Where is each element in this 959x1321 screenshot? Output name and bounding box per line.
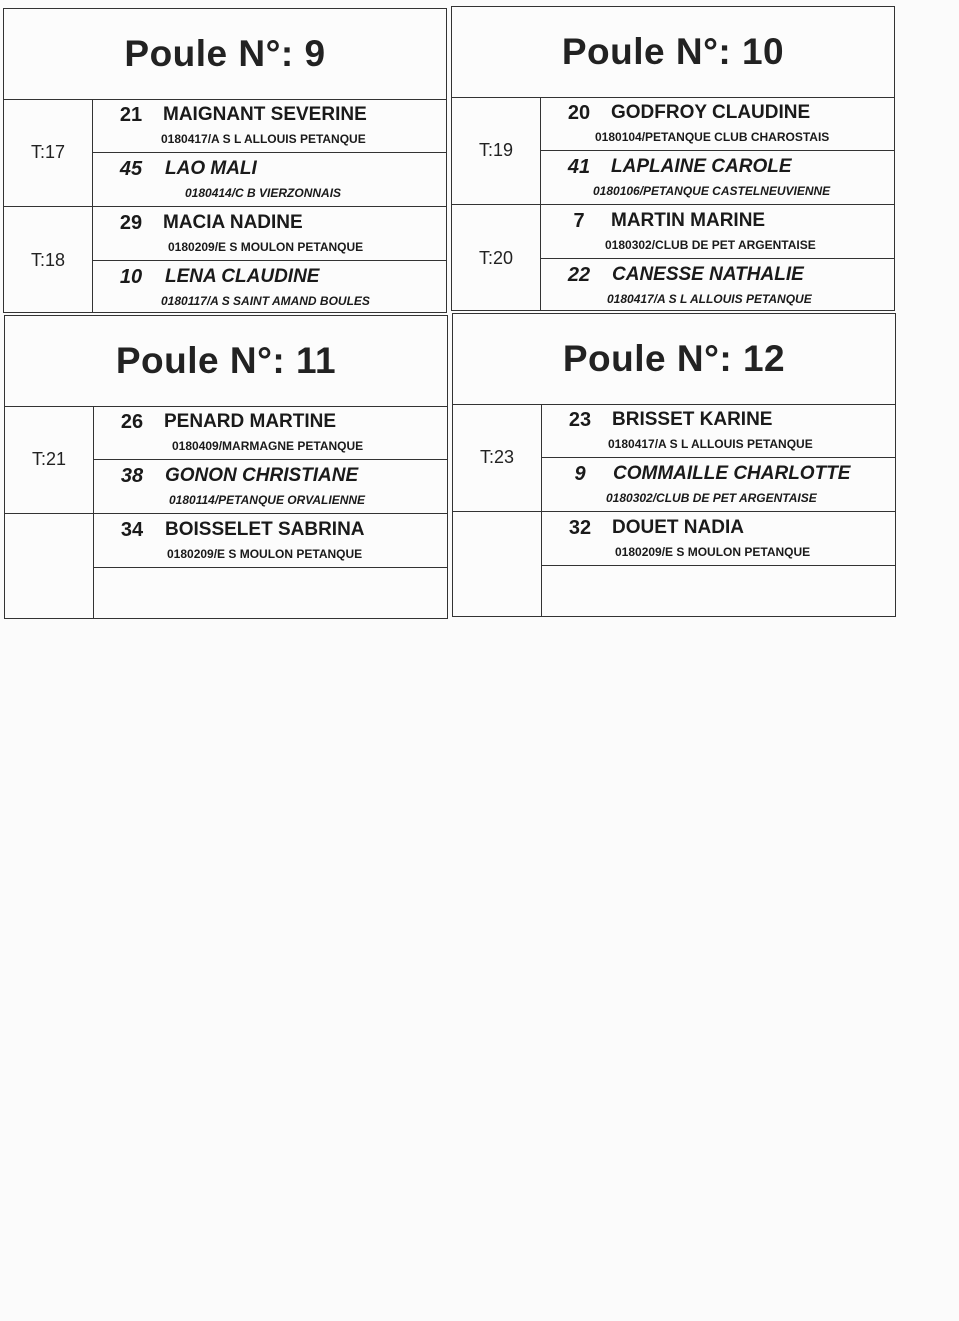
player-number: 38 xyxy=(120,465,144,487)
table-label: T:17 xyxy=(30,142,66,162)
poule-title: Poule N°: 10 xyxy=(452,7,894,98)
player-row xyxy=(542,565,895,618)
table-label: T:21 xyxy=(31,449,67,469)
table-group xyxy=(453,511,895,619)
player-club: 0180417/A S L ALLOUIS PETANQUE xyxy=(608,437,813,451)
player-club: 0180117/A S SAINT AMAND BOULES xyxy=(161,294,370,308)
table-group xyxy=(4,99,446,206)
player-row xyxy=(93,260,446,313)
player-name: CANESSE NATHALIE xyxy=(612,264,804,285)
player-number: 29 xyxy=(119,212,143,234)
poule-box-12 xyxy=(452,313,896,617)
player-club: 0180106/PETANQUE CASTELNEUVIENNE xyxy=(593,184,831,198)
table-group xyxy=(5,406,447,513)
player-row xyxy=(93,152,446,205)
table-label xyxy=(5,514,93,621)
player-name: MARTIN MARINE xyxy=(611,210,766,231)
player-name: GONON CHRISTIANE xyxy=(165,465,359,486)
player-name: GODFROY CLAUDINE xyxy=(611,102,811,123)
player-row xyxy=(542,512,895,565)
player-row xyxy=(541,97,894,150)
player-name: LENA CLAUDINE xyxy=(165,266,320,287)
player-name: BRISSET KARINE xyxy=(612,409,773,430)
player-number: 22 xyxy=(567,264,591,286)
player-number: 20 xyxy=(567,102,591,124)
player-number: 32 xyxy=(568,517,592,539)
player-row xyxy=(94,406,447,459)
player-row xyxy=(93,99,446,152)
player-row xyxy=(93,207,446,260)
table-label: T:19 xyxy=(478,140,514,160)
table-group xyxy=(5,513,447,621)
poule-title: Poule N°: 9 xyxy=(4,9,446,100)
player-club: 0180104/PETANQUE CLUB CHAROSTAIS xyxy=(595,130,830,144)
player-club: 0180209/E S MOULON PETANQUE xyxy=(168,240,364,254)
table-label: T:20 xyxy=(478,248,514,268)
player-row xyxy=(541,150,894,203)
poule-box-11 xyxy=(4,315,448,619)
table-label: T:23 xyxy=(479,447,515,467)
player-row xyxy=(541,205,894,258)
player-club: 0180209/E S MOULON PETANQUE xyxy=(615,545,811,559)
table-label xyxy=(453,512,541,619)
player-number: 41 xyxy=(567,156,591,178)
player-row xyxy=(542,404,895,457)
player-name: PENARD MARTINE xyxy=(164,411,337,432)
player-row xyxy=(94,459,447,512)
player-name: COMMAILLE CHARLOTTE xyxy=(613,463,851,484)
player-name: MAIGNANT SEVERINE xyxy=(163,104,367,125)
player-name: LAO MALI xyxy=(165,158,257,179)
player-name: BOISSELET SABRINA xyxy=(165,519,365,540)
player-name: DOUET NADIA xyxy=(612,517,744,538)
player-club: 0180417/A S L ALLOUIS PETANQUE xyxy=(161,132,366,146)
player-row xyxy=(542,457,895,510)
table-label: T:18 xyxy=(30,250,66,270)
player-number: 34 xyxy=(120,519,144,541)
player-number: 45 xyxy=(119,158,143,180)
player-number: 7 xyxy=(573,210,585,232)
player-number: 21 xyxy=(119,104,143,126)
poule-box-9 xyxy=(3,8,447,313)
poule-box-10 xyxy=(451,6,895,311)
table-group xyxy=(4,206,446,314)
player-club: 0180302/CLUB DE PET ARGENTAISE xyxy=(605,238,816,252)
table-group xyxy=(452,204,894,312)
table-group xyxy=(452,97,894,204)
player-club: 0180409/MARMAGNE PETANQUE xyxy=(172,439,364,453)
poule-title: Poule N°: 11 xyxy=(5,316,447,407)
player-number: 23 xyxy=(568,409,592,431)
player-number: 9 xyxy=(574,463,586,485)
poule-title: Poule N°: 12 xyxy=(453,314,895,405)
player-name: MACIA NADINE xyxy=(163,212,303,233)
player-row xyxy=(94,514,447,567)
player-club: 0180209/E S MOULON PETANQUE xyxy=(167,547,363,561)
player-club: 0180302/CLUB DE PET ARGENTAISE xyxy=(606,491,817,505)
player-number: 26 xyxy=(120,411,144,433)
player-club: 0180414/C B VIERZONNAIS xyxy=(185,186,342,200)
table-group xyxy=(453,404,895,511)
player-row xyxy=(94,567,447,620)
player-name: LAPLAINE CAROLE xyxy=(611,156,792,177)
player-number: 10 xyxy=(119,266,143,288)
player-row xyxy=(541,258,894,311)
player-club: 0180114/PETANQUE ORVALIENNE xyxy=(169,493,366,507)
player-club: 0180417/A S L ALLOUIS PETANQUE xyxy=(607,292,812,306)
